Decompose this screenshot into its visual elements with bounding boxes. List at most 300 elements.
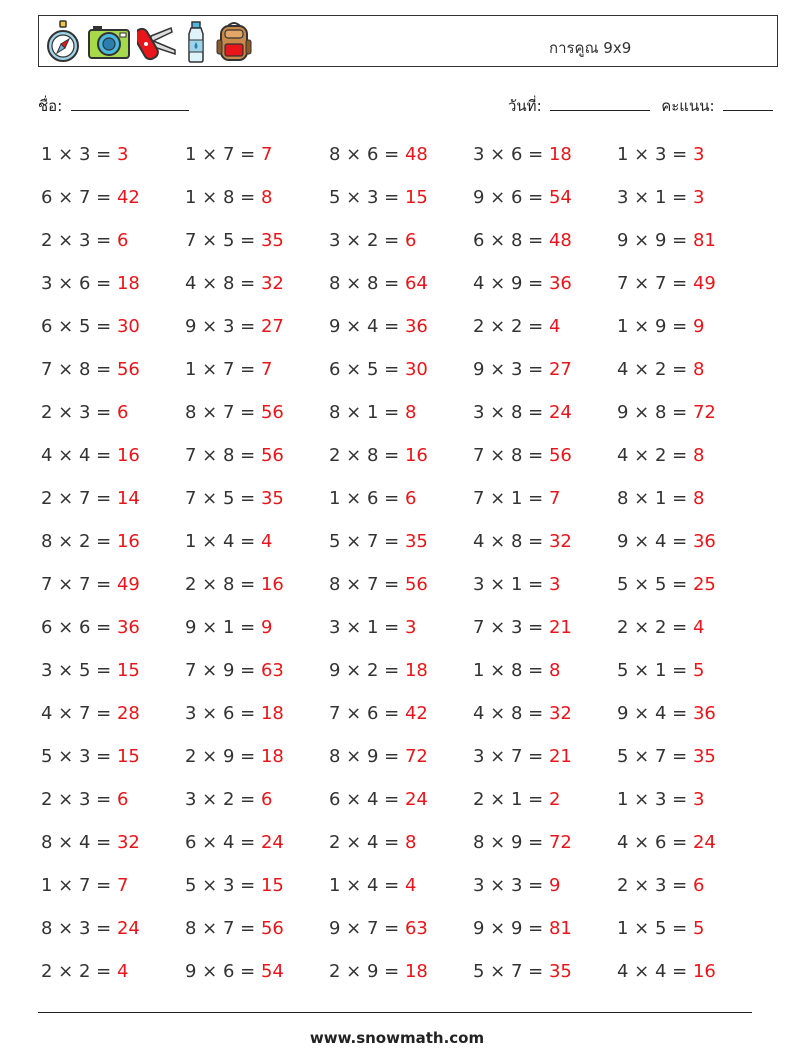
problem-answer: 24 [548, 402, 572, 423]
problem-answer: 35 [548, 961, 572, 982]
problem-item [617, 702, 716, 726]
problem-item [617, 530, 716, 554]
problem-answer: 18 [116, 273, 140, 294]
problem-question: 8 × 8 = [329, 273, 405, 294]
problem-item [617, 831, 716, 855]
problem-item [41, 272, 140, 296]
problem-answer: 6 [404, 488, 417, 509]
problem-question: 3 × 3 = [473, 875, 549, 896]
problem-answer: 35 [260, 488, 284, 509]
problem-item [185, 573, 284, 597]
problem-question: 7 × 9 = [185, 660, 261, 681]
problem-question: 4 × 4 = [617, 961, 693, 982]
problem-question: 5 × 3 = [41, 746, 117, 767]
problem-answer: 42 [404, 703, 428, 724]
problem-answer: 9 [692, 316, 705, 337]
pocket-knife-icon [137, 20, 177, 64]
problem-item [329, 573, 428, 597]
problem-question: 8 × 9 = [473, 832, 549, 853]
problem-item [473, 272, 572, 296]
problem-item [185, 401, 284, 425]
problem-question: 8 × 3 = [41, 918, 117, 939]
problem-item [473, 444, 572, 468]
problem-answer: 56 [116, 359, 140, 380]
problem-item [329, 659, 428, 683]
problem-item [617, 186, 704, 210]
problem-item [185, 358, 272, 382]
problem-question: 2 × 1 = [473, 789, 549, 810]
score-blank[interactable] [723, 96, 773, 111]
problem-question: 7 × 6 = [329, 703, 405, 724]
problem-item [41, 831, 140, 855]
problem-answer: 63 [260, 660, 284, 681]
problem-question: 1 × 7 = [185, 359, 261, 380]
problem-answer: 6 [260, 789, 273, 810]
problem-item [185, 831, 284, 855]
problem-answer: 72 [404, 746, 428, 767]
problem-item [617, 874, 704, 898]
problem-item [473, 487, 560, 511]
problem-answer: 7 [548, 488, 561, 509]
problem-answer: 4 [116, 961, 129, 982]
problem-answer: 36 [692, 531, 716, 552]
problem-item [473, 960, 572, 984]
problem-question: 3 × 6 = [41, 273, 117, 294]
problem-answer: 35 [404, 531, 428, 552]
problem-item [185, 444, 284, 468]
problem-item [329, 186, 428, 210]
problem-item [473, 788, 560, 812]
problem-item [473, 874, 560, 898]
problem-item [329, 745, 428, 769]
problem-item [185, 487, 284, 511]
problem-answer: 5 [692, 918, 705, 939]
problem-item [473, 186, 572, 210]
problem-item [617, 315, 704, 339]
problem-question: 9 × 2 = [329, 660, 405, 681]
problem-item [41, 874, 128, 898]
problem-question: 4 × 8 = [473, 703, 549, 724]
problem-item [473, 401, 572, 425]
problem-question: 8 × 4 = [41, 832, 117, 853]
problem-answer: 30 [116, 316, 140, 337]
footer-divider [38, 1012, 752, 1013]
problem-question: 2 × 3 = [41, 402, 117, 423]
problem-question: 9 × 4 = [617, 531, 693, 552]
problem-answer: 16 [116, 531, 140, 552]
problem-answer: 6 [692, 875, 705, 896]
problem-item [473, 702, 572, 726]
problem-answer: 21 [548, 746, 572, 767]
problem-item [185, 143, 272, 167]
problem-answer: 24 [116, 918, 140, 939]
problem-answer: 48 [404, 144, 428, 165]
problem-answer: 81 [692, 230, 716, 251]
problem-answer: 48 [548, 230, 572, 251]
problem-item [617, 444, 704, 468]
problem-question: 1 × 8 = [185, 187, 261, 208]
problem-question: 2 × 3 = [617, 875, 693, 896]
problem-answer: 8 [404, 832, 417, 853]
problem-question: 6 × 5 = [329, 359, 405, 380]
problem-question: 1 × 7 = [185, 144, 261, 165]
problem-item [41, 573, 140, 597]
problem-answer: 28 [116, 703, 140, 724]
problem-item [617, 745, 716, 769]
problem-question: 7 × 7 = [617, 273, 693, 294]
problem-answer: 4 [260, 531, 273, 552]
problem-item [185, 745, 284, 769]
name-label: ชื่อ: [38, 97, 63, 115]
problem-question: 8 × 1 = [617, 488, 693, 509]
problem-question: 2 × 3 = [41, 789, 117, 810]
problem-answer: 6 [116, 402, 129, 423]
problem-item [41, 401, 128, 425]
problem-answer: 21 [548, 617, 572, 638]
problem-item [617, 917, 704, 941]
problem-answer: 24 [404, 789, 428, 810]
problem-answer: 8 [404, 402, 417, 423]
problem-answer: 72 [548, 832, 572, 853]
problem-item [329, 272, 428, 296]
problem-item [329, 315, 428, 339]
problem-item [617, 272, 716, 296]
problem-question: 4 × 2 = [617, 359, 693, 380]
problem-answer: 16 [404, 445, 428, 466]
problem-item [617, 960, 716, 984]
problem-question: 2 × 2 = [617, 617, 693, 638]
problem-answer: 3 [692, 144, 705, 165]
problem-item [473, 143, 572, 167]
problem-question: 5 × 3 = [329, 187, 405, 208]
problem-answer: 49 [116, 574, 140, 595]
problem-question: 7 × 7 = [41, 574, 117, 595]
camera-icon [87, 20, 131, 64]
problem-answer: 2 [548, 789, 561, 810]
problem-answer: 25 [692, 574, 716, 595]
problem-question: 5 × 1 = [617, 660, 693, 681]
score-label: คะแนน: [661, 97, 715, 115]
problem-answer: 56 [548, 445, 572, 466]
problem-answer: 3 [548, 574, 561, 595]
problem-item [185, 917, 284, 941]
problem-answer: 6 [404, 230, 417, 251]
problem-question: 9 × 8 = [617, 402, 693, 423]
problem-item [329, 788, 428, 812]
problem-item [473, 831, 572, 855]
problem-item [41, 229, 128, 253]
problem-item [473, 573, 560, 597]
problem-answer: 49 [692, 273, 716, 294]
problem-item [329, 616, 416, 640]
problem-item [185, 229, 284, 253]
problem-question: 2 × 9 = [329, 961, 405, 982]
problem-question: 1 × 3 = [41, 144, 117, 165]
problem-question: 6 × 5 = [41, 316, 117, 337]
problem-item [329, 358, 428, 382]
problem-question: 3 × 8 = [473, 402, 549, 423]
problem-question: 7 × 8 = [185, 445, 261, 466]
problem-item [41, 487, 140, 511]
problem-question: 3 × 1 = [473, 574, 549, 595]
problem-question: 3 × 2 = [185, 789, 261, 810]
problem-answer: 3 [692, 789, 705, 810]
problem-item [329, 487, 416, 511]
problem-item [41, 358, 140, 382]
problem-question: 1 × 4 = [329, 875, 405, 896]
backpack-icon [215, 20, 253, 64]
problem-question: 6 × 4 = [329, 789, 405, 810]
problem-question: 1 × 3 = [617, 144, 693, 165]
problem-answer: 8 [692, 488, 705, 509]
problem-item [41, 745, 140, 769]
problem-question: 3 × 2 = [329, 230, 405, 251]
problem-question: 3 × 6 = [185, 703, 261, 724]
problem-question: 7 × 5 = [185, 488, 261, 509]
problem-item [329, 401, 416, 425]
problem-question: 5 × 7 = [617, 746, 693, 767]
problem-question: 5 × 7 = [329, 531, 405, 552]
problem-answer: 16 [260, 574, 284, 595]
problem-item [473, 616, 572, 640]
problem-item [41, 788, 128, 812]
problem-question: 3 × 7 = [473, 746, 549, 767]
problem-answer: 9 [548, 875, 561, 896]
problem-answer: 18 [260, 703, 284, 724]
problem-question: 4 × 4 = [41, 445, 117, 466]
problem-answer: 16 [116, 445, 140, 466]
problem-answer: 56 [404, 574, 428, 595]
problem-answer: 32 [548, 703, 572, 724]
problem-question: 9 × 9 = [617, 230, 693, 251]
problem-question: 7 × 1 = [473, 488, 549, 509]
problem-item [185, 874, 284, 898]
problem-question: 1 × 9 = [617, 316, 693, 337]
problem-answer: 64 [404, 273, 428, 294]
name-blank[interactable] [71, 96, 189, 111]
problem-answer: 15 [404, 187, 428, 208]
problem-question: 1 × 7 = [41, 875, 117, 896]
footer-url: www.snowmath.com [309, 1029, 485, 1047]
problem-answer: 36 [116, 617, 140, 638]
problem-item [473, 358, 572, 382]
problem-answer: 72 [692, 402, 716, 423]
problem-item [41, 143, 128, 167]
problem-answer: 30 [404, 359, 428, 380]
problem-item [473, 229, 572, 253]
problem-question: 7 × 5 = [185, 230, 261, 251]
problem-answer: 15 [116, 746, 140, 767]
compass-icon [45, 20, 81, 64]
problem-question: 2 × 4 = [329, 832, 405, 853]
problem-question: 3 × 1 = [329, 617, 405, 638]
problem-answer: 56 [260, 445, 284, 466]
problem-answer: 8 [692, 445, 705, 466]
header-box [38, 15, 778, 67]
icon-strip [45, 20, 259, 64]
problem-item [329, 702, 428, 726]
problem-question: 2 × 7 = [41, 488, 117, 509]
problem-answer: 54 [260, 961, 284, 982]
problem-answer: 56 [260, 918, 284, 939]
problem-answer: 15 [116, 660, 140, 681]
problem-answer: 81 [548, 918, 572, 939]
water-bottle-icon [183, 20, 209, 64]
problem-question: 2 × 2 = [41, 961, 117, 982]
problem-answer: 63 [404, 918, 428, 939]
problem-question: 2 × 3 = [41, 230, 117, 251]
problem-item [41, 444, 140, 468]
problem-answer: 42 [116, 187, 140, 208]
problem-item [185, 659, 284, 683]
problem-item [185, 960, 284, 984]
problem-item [185, 186, 272, 210]
problem-question: 8 × 7 = [185, 918, 261, 939]
problem-item [617, 229, 716, 253]
problem-question: 4 × 8 = [473, 531, 549, 552]
problem-item [473, 659, 560, 683]
problem-item [185, 315, 284, 339]
problem-answer: 7 [116, 875, 129, 896]
problem-question: 8 × 2 = [41, 531, 117, 552]
problem-question: 1 × 4 = [185, 531, 261, 552]
problem-answer: 7 [260, 144, 273, 165]
problem-answer: 24 [260, 832, 284, 853]
problem-question: 6 × 7 = [41, 187, 117, 208]
problem-answer: 36 [548, 273, 572, 294]
problem-answer: 3 [116, 144, 129, 165]
problem-item [41, 530, 140, 554]
problem-answer: 8 [548, 660, 561, 681]
problem-answer: 8 [692, 359, 705, 380]
problem-question: 9 × 6 = [185, 961, 261, 982]
problem-question: 4 × 2 = [617, 445, 693, 466]
name-field [38, 94, 189, 118]
problem-question: 6 × 6 = [41, 617, 117, 638]
problem-answer: 36 [404, 316, 428, 337]
problem-answer: 27 [548, 359, 572, 380]
problem-answer: 7 [260, 359, 273, 380]
problem-item [185, 530, 272, 554]
problem-question: 5 × 5 = [617, 574, 693, 595]
problem-question: 1 × 8 = [473, 660, 549, 681]
problem-question: 8 × 9 = [329, 746, 405, 767]
problem-item [329, 917, 428, 941]
problem-item [473, 315, 560, 339]
problem-answer: 32 [116, 832, 140, 853]
problem-answer: 4 [404, 875, 417, 896]
problem-question: 8 × 7 = [329, 574, 405, 595]
problem-question: 1 × 6 = [329, 488, 405, 509]
problem-item [617, 573, 716, 597]
date-blank[interactable] [550, 96, 650, 111]
problem-item [185, 272, 284, 296]
worksheet-title: การคูณ 9x9 [549, 39, 632, 57]
problem-item [41, 960, 128, 984]
problem-question: 6 × 4 = [185, 832, 261, 853]
problem-question: 1 × 5 = [617, 918, 693, 939]
problem-item [185, 702, 284, 726]
problem-answer: 3 [692, 187, 705, 208]
problem-question: 1 × 3 = [617, 789, 693, 810]
problem-question: 5 × 3 = [185, 875, 261, 896]
problem-item [473, 745, 572, 769]
problem-question: 6 × 8 = [473, 230, 549, 251]
problem-answer: 6 [116, 789, 129, 810]
problem-question: 9 × 1 = [185, 617, 261, 638]
problem-answer: 32 [548, 531, 572, 552]
problem-answer: 18 [404, 961, 428, 982]
problem-answer: 24 [692, 832, 716, 853]
problem-item [185, 788, 272, 812]
problem-question: 4 × 7 = [41, 703, 117, 724]
problem-answer: 6 [116, 230, 129, 251]
problem-question: 9 × 4 = [329, 316, 405, 337]
problem-question: 3 × 1 = [617, 187, 693, 208]
problem-question: 4 × 9 = [473, 273, 549, 294]
problem-question: 8 × 7 = [185, 402, 261, 423]
problem-item [329, 960, 428, 984]
problem-answer: 14 [116, 488, 140, 509]
problem-question: 5 × 7 = [473, 961, 549, 982]
problem-item [41, 659, 140, 683]
problem-question: 9 × 4 = [617, 703, 693, 724]
problem-item [329, 143, 428, 167]
problem-item [41, 702, 140, 726]
problem-item [617, 487, 704, 511]
problem-item [329, 874, 416, 898]
problem-item [329, 444, 428, 468]
date-label: วันที่: [508, 97, 542, 115]
problem-answer: 36 [692, 703, 716, 724]
problem-answer: 18 [260, 746, 284, 767]
problem-question: 2 × 8 = [185, 574, 261, 595]
problem-item [329, 229, 416, 253]
problem-question: 8 × 6 = [329, 144, 405, 165]
problem-answer: 56 [260, 402, 284, 423]
problem-answer: 18 [404, 660, 428, 681]
problem-question: 2 × 9 = [185, 746, 261, 767]
problem-item [41, 315, 140, 339]
problem-question: 9 × 7 = [329, 918, 405, 939]
problem-question: 7 × 8 = [473, 445, 549, 466]
problem-question: 4 × 8 = [185, 273, 261, 294]
problem-item [329, 530, 428, 554]
problem-answer: 4 [548, 316, 561, 337]
problem-answer: 27 [260, 316, 284, 337]
problem-answer: 18 [548, 144, 572, 165]
problem-answer: 5 [692, 660, 705, 681]
problem-question: 7 × 3 = [473, 617, 549, 638]
problem-item [473, 917, 572, 941]
problem-answer: 35 [260, 230, 284, 251]
problem-question: 2 × 2 = [473, 316, 549, 337]
problem-item [617, 143, 704, 167]
problem-item [473, 530, 572, 554]
problem-item [617, 616, 704, 640]
problem-answer: 4 [692, 617, 705, 638]
problem-answer: 32 [260, 273, 284, 294]
problem-question: 3 × 5 = [41, 660, 117, 681]
problem-answer: 15 [260, 875, 284, 896]
problem-question: 3 × 6 = [473, 144, 549, 165]
problem-item [329, 831, 416, 855]
problem-item [617, 659, 704, 683]
problem-item [41, 616, 140, 640]
problem-item [617, 358, 704, 382]
problem-question: 9 × 3 = [185, 316, 261, 337]
problem-item [617, 401, 716, 425]
